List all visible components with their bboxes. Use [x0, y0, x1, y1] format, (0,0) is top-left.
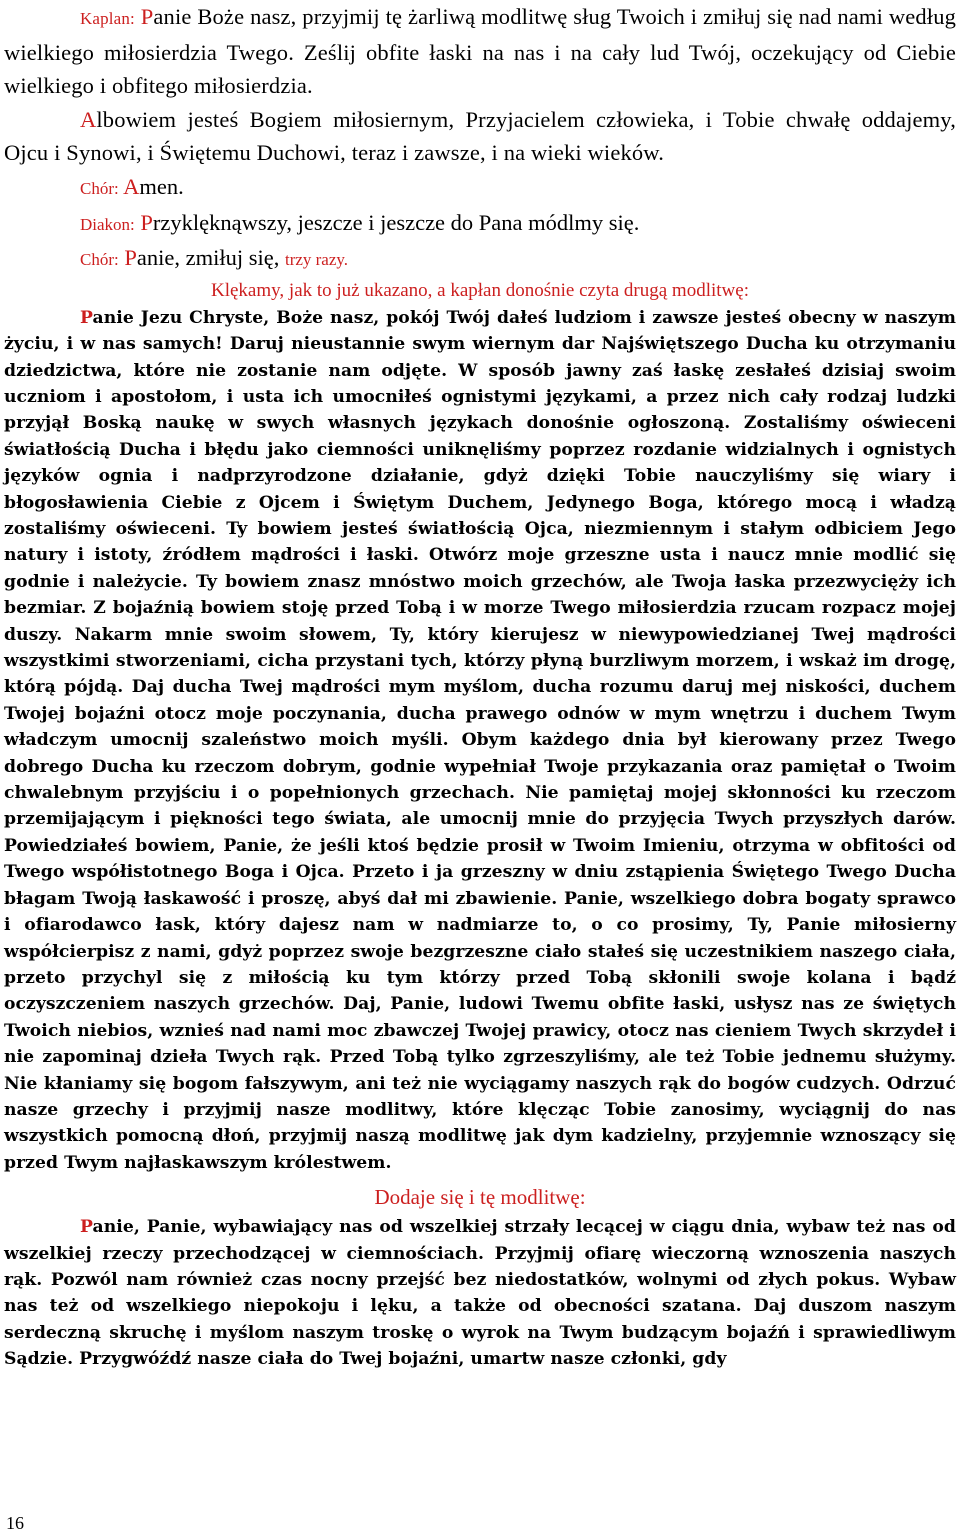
drop-initial: P — [140, 4, 154, 29]
drop-initial: P — [80, 1217, 93, 1238]
drop-initial: P — [124, 245, 137, 271]
paragraph-kaplan-prayer — [4, 0, 956, 103]
drop-initial: A — [80, 106, 97, 132]
line-diakon — [4, 206, 956, 242]
line-chor-zmiluj — [4, 241, 956, 277]
speaker-diakon: Diakon: — [80, 214, 135, 234]
page-number: 16 — [6, 1513, 24, 1533]
line-text: men. — [139, 173, 184, 199]
line-text: rzyklęknąwszy, jeszcze i jeszcze do Pana módlmy się. — [152, 209, 640, 235]
drop-initial: P — [80, 307, 93, 328]
rubric-trzy-razy: trzy razy. — [284, 250, 349, 270]
document-page — [4, 0, 956, 1373]
drop-initial: A — [123, 173, 140, 199]
speaker-chor: Chór: — [80, 178, 119, 198]
paragraph-added-prayer — [4, 1214, 956, 1372]
paragraph-text: anie, Panie, wybawiający nas od wszelkiej strzały lecącej w ciągu dnia, wybaw też nas od wszelkiej rzeczy przechodzącej w ciemnościach. Przyjmij ofiarę wieczorną wznoszenia naszych rąk. Pozwól nam również czas nocny przejść bez niedostatków, wolnymi od złych pokus. Wybaw nas też od wszelkiego niepokoju i lęku, a także od obecności szatana. Daj duszom naszym serdeczną skruchę i myślom naszym troskę o wyrok na Twym budzącym bojaźń i sprawiedliwym Sądzie. Przygwóźdź nasze ciała do Twej bojaźni, umartw nasze członki, gdy — [4, 1217, 956, 1370]
speaker-chor: Chór: — [80, 250, 119, 270]
paragraph-second-prayer — [4, 305, 956, 1176]
rubric-heading-2: Dodaje się i tę modlitwę: — [374, 1185, 586, 1210]
paragraph-text: lbowiem jesteś Bogiem miłosiernym, Przyjacielem człowieka, i Tobie chwałę oddajemy, Ojcu i Synowi, i Świętemu Duchowi, teraz i zawsze, i na wieki wieków. — [4, 106, 956, 166]
line-chor-amen — [4, 170, 956, 206]
drop-initial: P — [140, 209, 153, 235]
paragraph-text: anie Jezu Chryste, Boże nasz, pokój Twój dałeś ludziom i zawsze jesteś obecny w naszym życiu, i w nas samych! Daruj nieustannie swym wiernym dar Najświętszego Ducha ku otrzymaniu dziedzictwa, które nie zostanie nam odjęte. W sposób jawny zaś łaskę zesłałeś dzisiaj swoim uczniom i apostołom, i usta ich umocniłeś ognistymi językami, a przez nich cały rodzaj ludzki przyjął Boską naukę w swych własnych językach donośnie ogłoszoną. Zostaliśmy oświeceni światłością Ducha i błędu jako ciemności uniknęliśmy poprzez rozdanie widzialnych i ognistych języków ognia i nadprzyrodzone działanie, gdyż dzięki Tobie nauczyliśmy się wiary i błogosławienia Ciebie z Ojcem i Świętym Duchem, Jedynego Boga, którego mocą i władzą zostaliśmy oświeceni. Ty bowiem jesteś światłością Ojca, niezmiennym i stałym odbiciem Jego natury i istoty, źródłem mądrości i łaski. Otwórz moje grzeszne usta i naucz mnie modlić się godnie i należycie. Ty bowiem znasz mnóstwo moich grzechów, ale Twoja łaska przezwycięży ich bezmiar. Z bojaźnią bowiem stoję przed Tobą i w morze Twego miłosierdzia rzucam rozpacz mojej duszy. Nakarm mnie swoim słowem, Ty, który kierujesz w niewypowiedzianej Twej mądrości wszystkimi stworzeniami, cicha przystani tych, którzy płyną burzliwym morzem, i wskaż im drogę, którą pójdą. Daj ducha Twej mądrości mym myślom, ducha rozumu daruj mej niskości, duchem Twojej bojaźni otocz moje poczynania, ducha prawego odnów w mym wnętrzu i duchem Twym władczym umocnij szaleństwo moich myśli. Obym każdego dnia był kierowany przez Twego dobrego Ducha ku rzeczom dobrym, godnie wypełniał Twoje przykazania oraz pamiętał o Twoim chwalebnym przyjściu i o popełnionych grzechach. Nie pamiętaj mojej skłonności ku rzeczom przemijającym i piękności tego świata, ale umocnij mnie do przyjęcia Twych przyszłych darów. Powiedziałeś bowiem, Panie, że jeśli ktoś będzie prosił w Twoim Imieniu, otrzyma w obfitości od Twego współistotnego Boga i Ojca. Przeto i ja grzeszny w dniu zstąpienia Świętego Twego Ducha błagam Twoją łaskawość i proszę, abyś dał mi zbawienie. Panie, wszelkiego dobra bogaty sprawco i ofiarodawco łask, który dajesz nam w nadmiarze to, o co prosimy, Ty, Panie miłosierny współcierpisz z nami, gdyż poprzez swoje bezgrzeszne ciało stałeś się uczestnikiem naszego ciała, przeto przychyl się z miłością ku tym którzy przed Tobą skłonili swoje kolana i bądź oczyszczeniem naszych grzechów. Daj, Panie, ludowi Twemu obfite łaski, usłysz nas ze świętych Twoich niebios, wznieś nad nami moc zbawczej Twojej prawicy, otocz nas cieniem Twych skrzydeł i nie zapominaj dzieła Twych rąk. Przed Tobą tylko zgrzeszyliśmy, ale też Tobie jednemu służymy. Nie kłaniamy się bogom fałszywym, ani też nie wyciągamy naszych rąk do bogów cudzych. Odrzuć nasze grzechy i przyjmij nasze modlitwy, które klęcząc Tobie zanosimy, wyciągnij do nas wszystkich pomocną dłoń, przyjmij naszą modlitwę jak dym kadzielny, przyjemnie wznoszący się przed Twym najłaskawszym królestwem. — [4, 307, 956, 1173]
line-text: anie, zmiłuj się, — [136, 245, 280, 271]
rubric-heading-1: Klękamy, jak to już ukazano, a kapłan donośnie czyta drugą modlitwę: — [211, 279, 749, 301]
paragraph-text: anie Boże nasz, przyjmij tę żarliwą modlitwę sług Twoich i zmiłuj się nad nami według wielkiego miłosierdzia Twego. Ześlij obfite łaski na nas i na cały lud Twój, oczekujący od Ciebie wielkiego i obfitego miłosierdzia. — [4, 4, 956, 99]
speaker-kaplan: Kaplan: — [80, 9, 135, 28]
paragraph-doxology — [4, 103, 956, 170]
